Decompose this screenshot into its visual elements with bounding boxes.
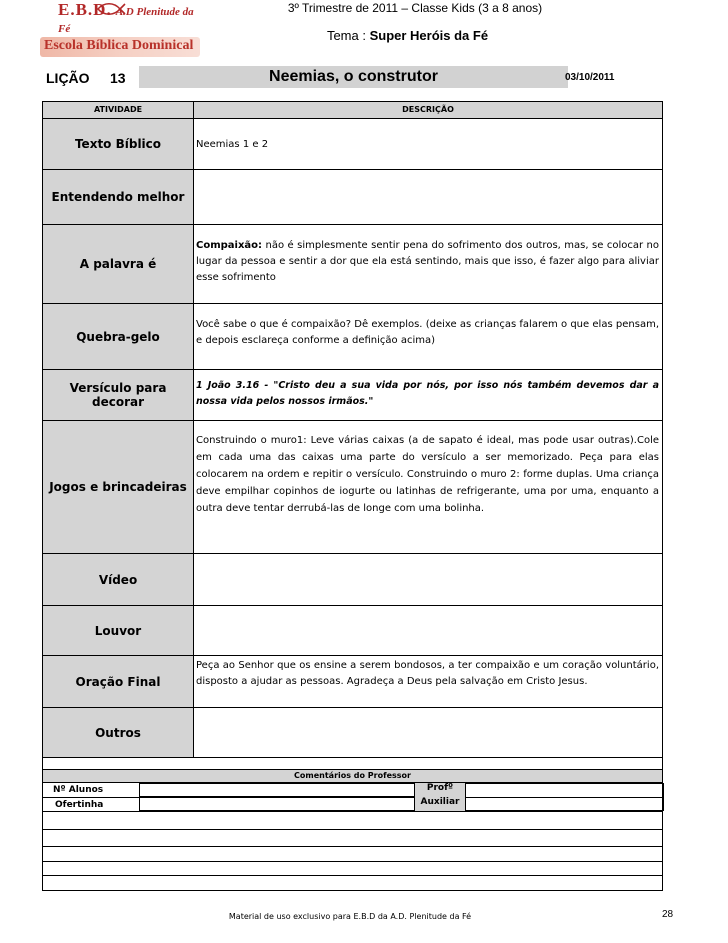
logo-plenitude-text: A.D Plenitude da Fé [58,6,194,35]
row-text-oracao-final: Peça ao Senhor que os ensine a serem bondosos, a ter compaixão e um coração voluntário, disposto a ajudar as pessoas. Agradeça a Deus pela salvação em Cristo Jesus. [196,660,659,687]
row-label-entendendo-melhor: Entendendo melhor [43,170,194,224]
teacher-label: Profº [415,783,465,797]
teacher-comments-header: Comentários do Professor [43,770,662,782]
row-label-versiculo: Versículo para decorar [43,370,194,420]
students-count-label: Nº Alunos [53,785,104,795]
offering-field[interactable] [139,797,415,811]
trimester-title: 3º Trimestre de 2011 – Classe Kids (3 a 8 anos) [287,1,543,15]
page-number: 28 [662,909,674,920]
lesson-number: 13 [110,70,126,86]
row-text-versiculo: 1 João 3.16 - "Cristo deu a sua vida por nós, por isso nós também devemos dar a nossa vida pelos nossos irmãos." [196,380,659,407]
theme-line [0,28,728,43]
row-label-a-palavra: A palavra é [43,225,194,303]
lesson-row [46,66,686,90]
teacher-names-field[interactable] [465,783,664,811]
row-text-texto-biblico: Neemias 1 e 2 [196,139,269,150]
palavra-keyword: Compaixão: [196,240,263,251]
assistant-label: Auxiliar [415,797,465,811]
description-column-header: DESCRIÇÃO [194,102,662,118]
students-count-field[interactable] [139,783,415,797]
row-text-quebra-gelo: Você sabe o que é compaixão? Dê exemplos. (deixe as crianças falarem o que elas pensam, e depois esclareça conforme a definição acima) [196,319,659,346]
logo-ebd-text: E.B.D. [58,0,112,19]
offering-label: Ofertinha [55,800,104,810]
activity-column-header: ATIVIDADE [43,102,194,118]
row-label-louvor: Louvor [43,606,194,655]
row-text-jogos: Construindo o muro1: Leve várias caixas (a de sapato é ideal, mas pode usar outras).Cole em cada uma das caixas uma parte do versículo a ser memorizado. Peça para elas colocarem na ordem e repitir o versículo. Construindo o muro 2: forme duplas. Uma criança deve empilhar copinhos de iogurte ou latinhas de refrigerante, uma por uma, enquanto a outra deve tentar derrubá-las de longe com uma bolinha. [196,435,659,514]
logo-school-name: Escola Bíblica Dominical [44,38,194,53]
row-label-texto-biblico: Texto Bíblico [43,119,194,169]
theme-value: Super Heróis da Fé [369,28,489,43]
lesson-date: 03/10/2011 [565,72,615,83]
lesson-label: LIÇÃO [46,70,90,86]
row-label-video: Vídeo [43,554,194,605]
palavra-definition: não é simplesmente sentir pena do sofrimento dos outros, mas, se colocar no lugar da pessoa e sentir a dor que ela está sentindo, mais que isso, é fazer algo para aliviar esse sofrimento [196,240,659,283]
row-label-quebra-gelo: Quebra-gelo [43,304,194,369]
lesson-plan-table [42,101,663,891]
theme-label: Tema : [326,28,366,43]
row-label-oracao-final: Oração Final [43,656,194,707]
lesson-title: Neemias, o construtor [269,68,438,85]
footer-note: Material de uso exclusivo para E.B.D da A.D. Plenitude da Fé [228,912,472,921]
row-label-outros: Outros [43,708,194,757]
row-text-a-palavra [196,238,659,286]
row-label-jogos: Jogos e brincadeiras [43,421,194,553]
